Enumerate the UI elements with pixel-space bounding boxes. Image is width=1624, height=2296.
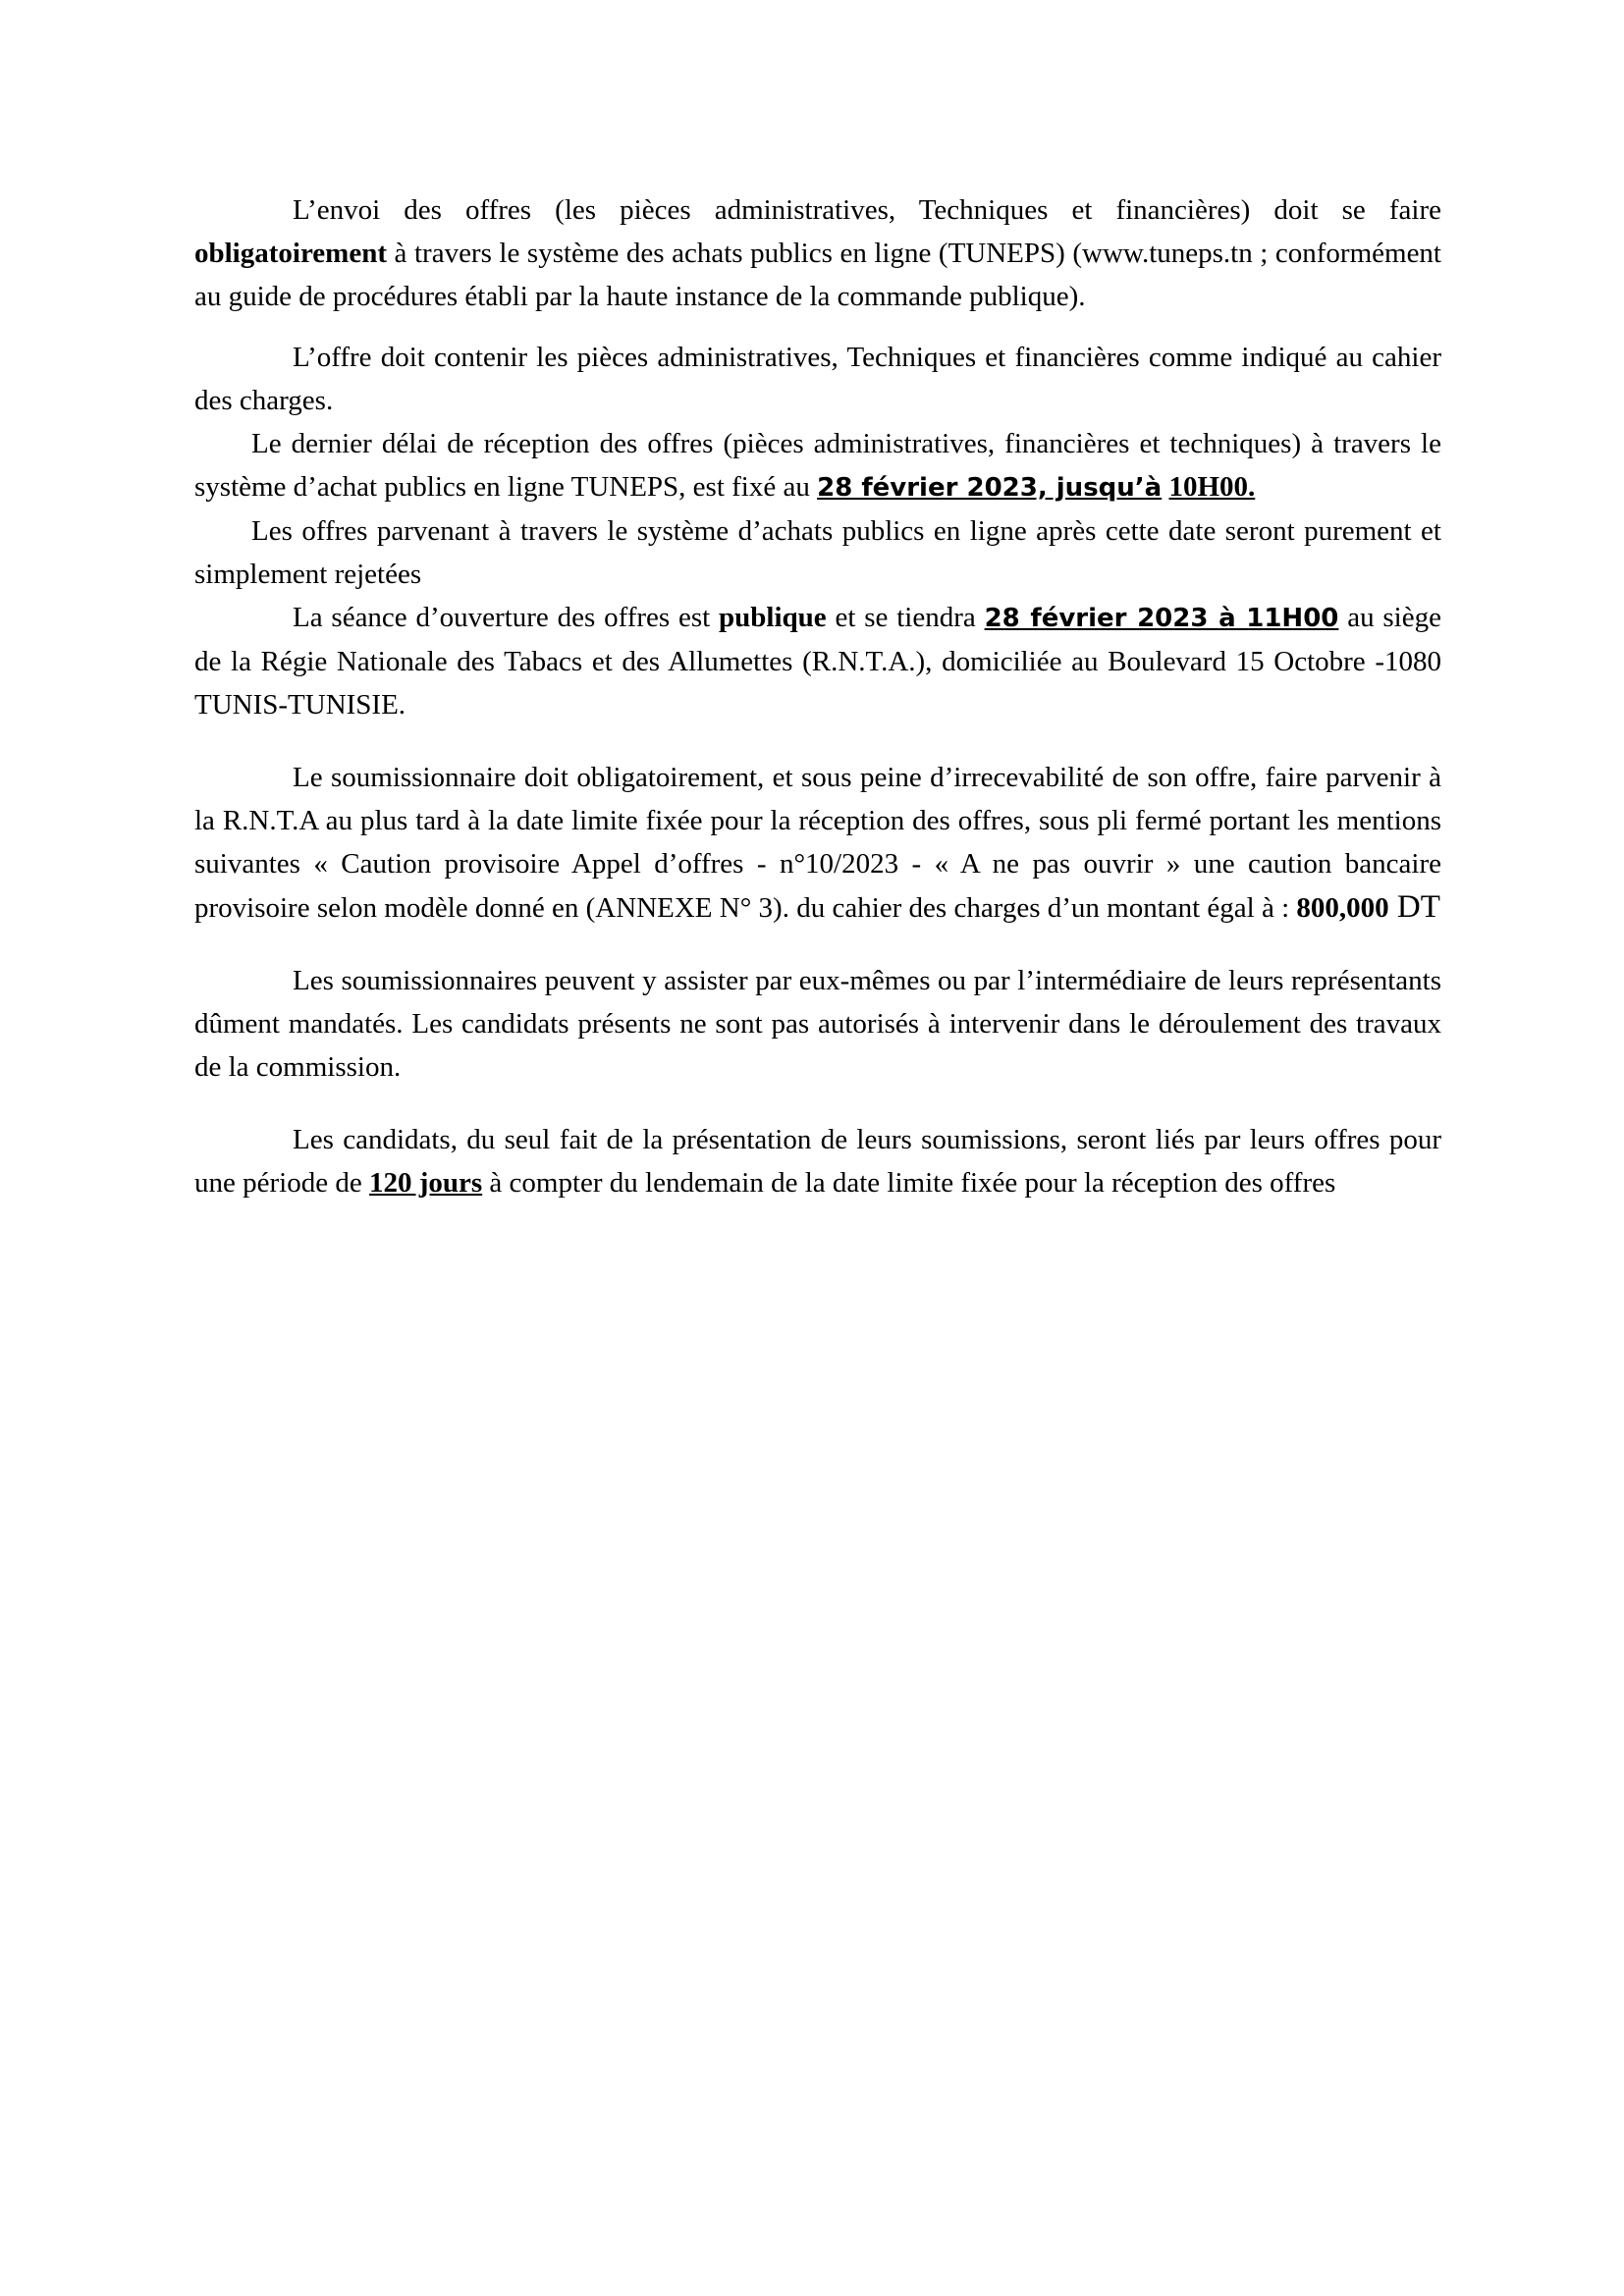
paragraph-validity-period <box>194 1118 1441 1204</box>
text: La séance d’ouverture des offres est <box>293 602 720 633</box>
text: à travers le système des achats publics en ligne (TUNEPS) (www.tuneps.tn ; conformément au guide de procédures établi par la haute instance de la commande publique). <box>194 238 1441 312</box>
text: Les soumissionnaires peuvent y assister par eux-mêmes ou par l’intermédiaire de leurs représentants dûment mandatés. Les candidats présents ne sont pas autorisés à intervenir dans le déroulement des travaux de la commission. <box>194 965 1441 1083</box>
paragraph-deadline <box>194 422 1441 509</box>
paragraph-late-offers <box>194 509 1441 596</box>
emphasis-publique: publique <box>719 602 827 633</box>
opening-date: 28 février 2023 à 11H00 <box>984 604 1339 633</box>
deadline-date: 28 février 2023, jusqu’à <box>817 473 1163 503</box>
paragraph-attendance <box>194 959 1441 1089</box>
document-body <box>194 188 1441 1204</box>
text: Le soumissionnaire doit obligatoirement, et sous peine d’irrecevabilité de son offre, faire parvenir à la R.N.T.A au plus tard à la date limite fixée pour la réception des offres, sous pli fermé portant les mentions suivantes « Caution provisoire Appel d’offres - n°10/2023 - « A ne pas ouvrir » une caution bancaire provisoire selon modèle donné en (ANNEXE N° 3). du cahier des charges d’un montant égal à : <box>194 762 1441 924</box>
text: L’envoi des offres (les pièces administratives, Techniques et financières) doit se faire <box>293 194 1441 226</box>
guarantee-amount: 800,000 <box>1296 892 1389 924</box>
deadline-time: 10H00. <box>1168 471 1256 503</box>
text: au siège de la Régie Nationale des Tabacs et des Allumettes (R.N.T.A.), domiciliée au Boulevard 15 Octobre -1080 TUNIS-TUNISIE. <box>194 602 1441 721</box>
paragraph-offer-content <box>194 336 1441 422</box>
emphasis-obligatoirement: obligatoirement <box>194 238 387 269</box>
text: Les candidats, du seul fait de la présentation de leurs soumissions, seront liés par leurs offres pour une période de <box>194 1124 1441 1199</box>
paragraph-provisional-guarantee <box>194 756 1441 930</box>
validity-days: 120 jours <box>368 1167 483 1199</box>
text: à compter du lendemain de la date limite fixée pour la réception des offres <box>482 1167 1336 1199</box>
text: et se tiendra <box>826 602 985 633</box>
text: L’offre doit contenir les pièces administratives, Techniques et financières comme indiqué au cahier des charges. <box>194 342 1441 416</box>
paragraph-opening-session <box>194 596 1441 726</box>
text: Les offres parvenant à travers le système d’achats publics en ligne après cette date seront purement et simplement rejetées <box>194 515 1441 590</box>
text: Le dernier délai de réception des offres (pièces administratives, financières et techniques) à travers le système d’achat publics en ligne TUNEPS, est fixé au <box>194 428 1441 503</box>
currency-label: DT <box>1388 889 1440 925</box>
paragraph-submission-method <box>194 188 1441 318</box>
